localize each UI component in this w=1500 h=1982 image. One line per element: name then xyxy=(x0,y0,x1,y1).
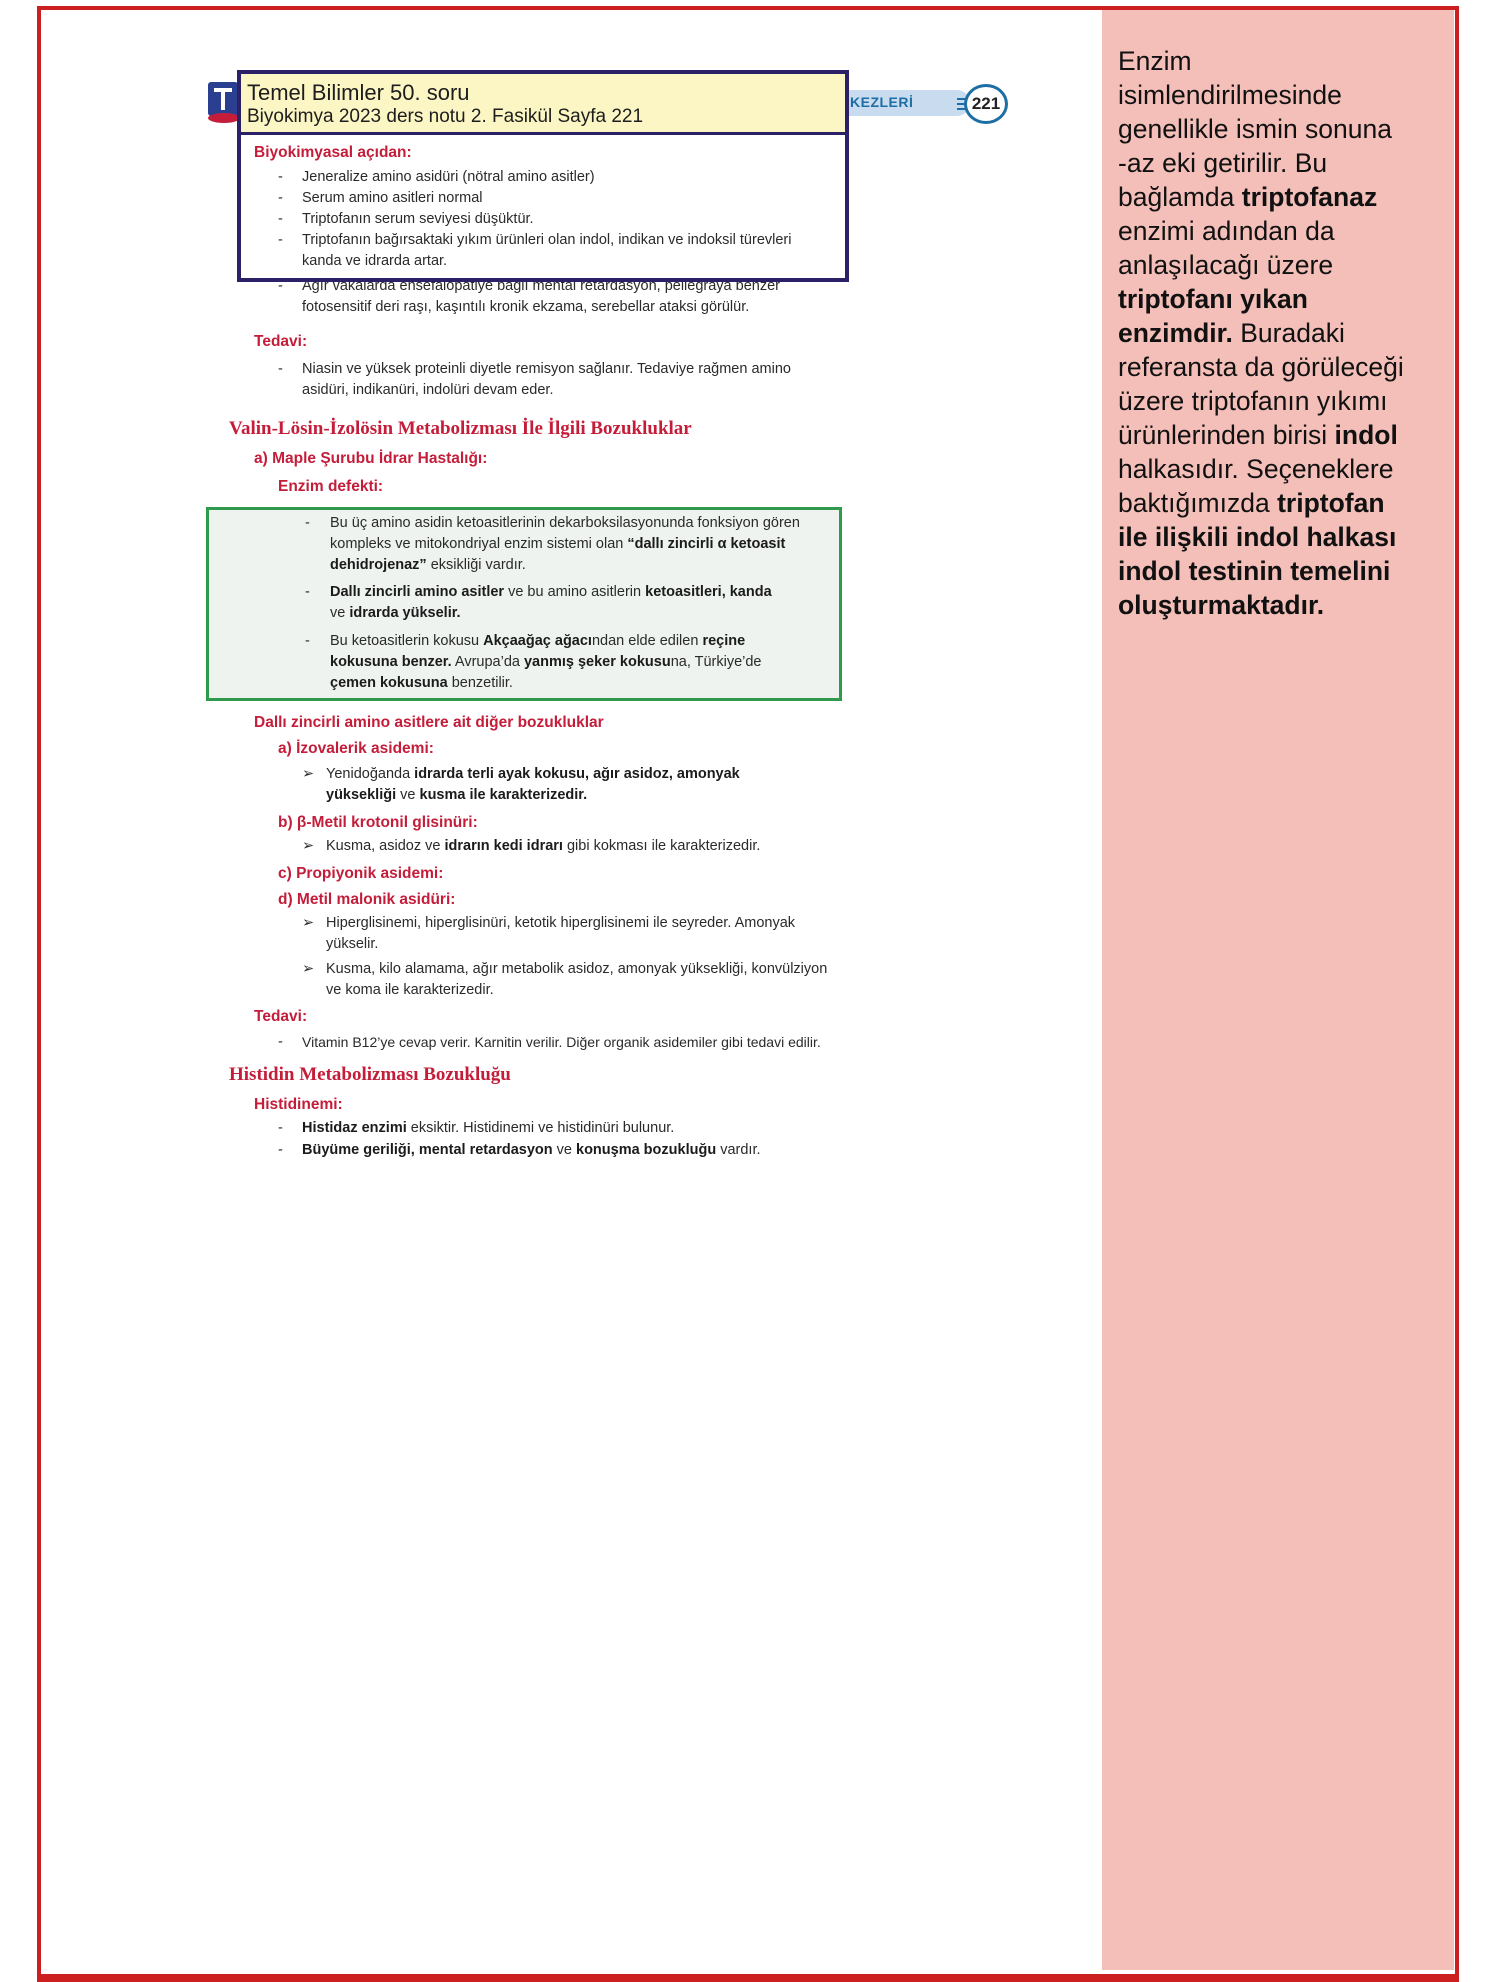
biochem-item: Ağır vakalarda ensefalopatiye bağlı mental retardasyon, pellegraya benzer xyxy=(302,278,780,294)
green-line: çemen kokusuna benzetilir. xyxy=(330,675,513,691)
bullet-dash: - xyxy=(305,584,310,600)
biochem-heading: Biyokimyasal açıdan: xyxy=(254,144,412,161)
biochem-item: Triptofanın bağırsaktaki yıkım ürünleri olan indol, indikan ve indoksil türevleri xyxy=(302,232,792,248)
bullet-dash: - xyxy=(278,1142,283,1158)
green-line: Dallı zincirli amino asitler ve bu amino asitlerin ketoasitleri, kanda xyxy=(330,584,772,600)
mma-heading: d) Metil malonik asidüri: xyxy=(278,891,456,908)
valine-section-title: Valin-Lösin-İzolösin Metabolizması İle İlgili Bozukluklar xyxy=(229,418,692,439)
arrow-bullet: ➢ xyxy=(302,838,315,854)
green-line: ve idrarda yükselir. xyxy=(330,605,461,621)
mma-line: ve koma ile karakterizedir. xyxy=(326,982,494,998)
isovaleric-line: Yenidoğanda idrarda terli ayak kokusu, ağır asidoz, amonyak xyxy=(326,766,740,782)
bmc-heading: b) β-Metil krotonil glisinüri: xyxy=(278,814,478,831)
callout-subtitle: Biyokimya 2023 ders notu 2. Fasikül Sayfa 221 xyxy=(247,106,644,127)
bullet-dash: - xyxy=(278,190,283,206)
bullet-dash: - xyxy=(305,515,310,531)
bullet-dash: - xyxy=(305,633,310,649)
isovaleric-heading: a) İzovalerik asidemi: xyxy=(278,740,434,757)
bullet-dash: - xyxy=(278,278,283,294)
histidinemia-line: Histidaz enzimi eksiktir. Histidinemi ve histidinüri bulunur. xyxy=(302,1120,675,1136)
treatment-item: Niasin ve yüksek proteinli diyetle remisyon sağlanır. Tedaviye rağmen amino xyxy=(302,361,791,377)
callout-title: Temel Bilimler 50. soru xyxy=(247,80,470,105)
arrow-bullet: ➢ xyxy=(302,766,315,782)
bmc-line: Kusma, asidoz ve idrarın kedi idrarı gibi kokması ile karakterizedir. xyxy=(326,838,761,854)
source-callout-box xyxy=(237,70,849,282)
bcaa-heading: Dallı zincirli amino asitlere ait diğer bozukluklar xyxy=(254,714,604,731)
isovaleric-line: yüksekliği ve kusma ile karakterizedir. xyxy=(326,787,588,803)
mma-line: Hiperglisinemi, hiperglisinüri, ketotik hiperglisinemi ile seyreder. Amonyak xyxy=(326,915,796,931)
mma-line: Kusma, kilo alamama, ağır metabolik asidoz, amonyak yüksekliği, konvülziyon xyxy=(326,961,828,977)
callout-header xyxy=(241,74,845,135)
bullet-dash: - xyxy=(278,169,283,185)
bullet-dash: - xyxy=(278,211,283,227)
green-line: dehidrojenaz” eksikliği vardır. xyxy=(330,557,526,573)
mma-line: yükselir. xyxy=(326,936,379,952)
treatment2-heading: Tedavi: xyxy=(254,1008,308,1025)
maple-heading: a) Maple Şurubu İdrar Hastalığı: xyxy=(254,450,488,467)
arrow-bullet: ➢ xyxy=(302,961,315,977)
bullet-dash: - xyxy=(278,1120,283,1136)
treatment2-line: Vitamin B12’ye cevap verir. Karnitin verilir. Diğer organik asidemiler gibi tedavi edilir. xyxy=(302,1034,821,1050)
header-section-label: KEZLERİ xyxy=(850,94,914,110)
green-line: Bu ketoasitlerin kokusu Akçaağaç ağacından elde edilen reçine xyxy=(330,633,746,649)
histidine-section-title: Histidin Metabolizması Bozukluğu xyxy=(229,1064,511,1085)
propionic-heading: c) Propiyonik asidemi: xyxy=(278,865,444,882)
histidinemia-line: Büyüme geriliği, mental retardasyon ve konuşma bozukluğu vardır. xyxy=(302,1142,761,1158)
biochem-item: fotosensitif deri raşı, kaşıntılı kronik ekzama, serebellar ataksi görülür. xyxy=(302,299,750,315)
bullet-dash: - xyxy=(278,232,283,248)
page-number-badge: 221 xyxy=(964,84,1008,124)
biochem-item: Serum amino asitleri normal xyxy=(302,190,483,206)
biochem-item: kanda ve idrarda artar. xyxy=(302,253,448,269)
green-line: Bu üç amino asidin ketoasitlerinin dekarboksilasyonunda fonksiyon gören xyxy=(330,515,800,531)
green-line: kokusuna benzer. Avrupa’da yanmış şeker kokusuna, Türkiye’de xyxy=(330,654,762,670)
green-line: kompleks ve mitokondriyal enzim sistemi olan “dallı zincirli α ketoasit xyxy=(330,536,786,552)
arrow-bullet: ➢ xyxy=(302,915,315,931)
treatment-item: asidüri, indikanüri, indolüri devam eder. xyxy=(302,382,554,398)
bullet-dash: - xyxy=(278,361,283,377)
histidinemia-heading: Histidinemi: xyxy=(254,1096,343,1113)
treatment-heading: Tedavi: xyxy=(254,333,308,350)
biochem-item: Jeneralize amino asidüri (nötral amino asitler) xyxy=(302,169,595,185)
biochem-item: Triptofanın serum seviyesi düşüktür. xyxy=(302,211,534,227)
explanation-text: Enzim isimlendirilmesinde genellikle ismin sonuna -az eki getirilir. Bu bağlamda triptofanaz enzimi adından da anlaşılacağı üzere triptofanı yıkan enzimdir. Buradaki referansta da görüleceği üzere triptofanın yıkımı ürünlerinden birisi indol halkasıdır. Seçeneklere baktığımızda triptofan ile ilişkili indol halkası indol testinin temelini oluşturmaktadır. xyxy=(1118,46,1404,620)
bullet-dash: - xyxy=(278,1034,283,1050)
enzyme-defect-heading: Enzim defekti: xyxy=(278,478,384,495)
